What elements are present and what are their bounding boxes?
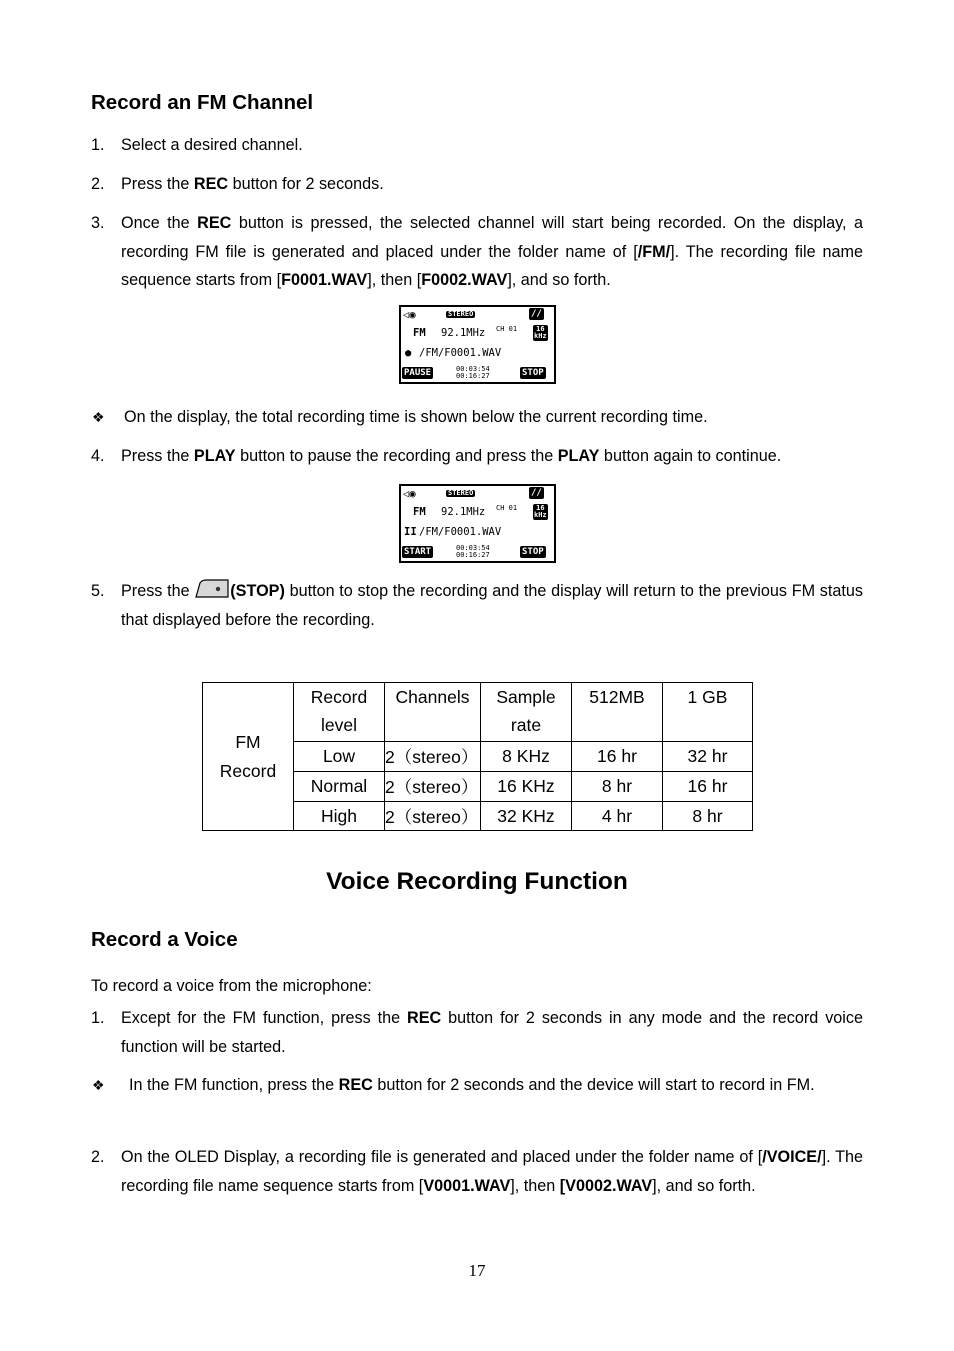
pause-soft-button: PAUSE (404, 368, 432, 378)
band-label: FM (413, 506, 426, 518)
step-text: Except for the FM function, press the REC button for 2 seconds in any mode and the record voice function will be started. (121, 1009, 863, 1056)
step-number: 1. (91, 136, 105, 154)
table-cell: 32 KHz (481, 802, 572, 831)
band-label: FM (413, 327, 426, 339)
table-cell: 2（stereo） (385, 772, 481, 802)
frequency: 92.1MHz (441, 506, 486, 518)
stereo-indicator: STEREO (448, 489, 474, 497)
header-512mb: 512MB (572, 683, 663, 742)
header-1gb: 1 GB (663, 683, 753, 742)
step-text: Press the PLAY button to pause the recording and press the PLAY button again to continue. (121, 447, 782, 465)
stop-soft-button: STOP (522, 368, 544, 378)
total-time: 00:16:27 (456, 551, 490, 559)
table-cell: 16 hr (663, 772, 753, 802)
stop-soft-button: STOP (522, 547, 544, 557)
pause-icon: II (404, 526, 417, 538)
table-cell: Low (294, 742, 385, 772)
table-cell: 4 hr (572, 802, 663, 831)
note-text: On the display, the total recording time is shown below the current recording time. (124, 408, 708, 426)
channel-number: CH 01 (496, 504, 518, 512)
current-time: 00:03:54 (456, 544, 490, 552)
step-text: Once the REC button is pressed, the selected channel will start being recorded. On the display, a recording FM file is generated and placed under the folder name of [/FM/]. The recording file name sequence starts from [F0001.WAV], then [F0002.WAV], and so forth. (121, 214, 863, 289)
step-number: 4. (91, 447, 105, 465)
lcd-screen-recording (399, 305, 556, 384)
channel-number: CH 01 (496, 325, 518, 333)
step-text: Press the (STOP) button to stop the recording and the display will return to the previous FM status that displayed before the recording. (121, 577, 863, 634)
table-cell: 16 hr (572, 742, 663, 772)
row-header-fm-record: FM Record (203, 683, 294, 831)
header-sample-rate: Sample rate (481, 683, 572, 742)
sample-rate-badge: 16 kHz (534, 325, 547, 340)
frequency: 92.1MHz (441, 327, 486, 339)
diamond-bullet-icon: ❖ (92, 1077, 105, 1093)
note-text: In the FM function, press the REC button for 2 seconds and the device will start to record in FM. (129, 1076, 815, 1094)
table-cell: Normal (294, 772, 385, 802)
file-path: /FM/F0001.WAV (419, 526, 502, 538)
section-title-record-fm: Record an FM Channel (91, 91, 314, 114)
intro-text: To record a voice from the microphone: (91, 977, 372, 995)
table-cell: High (294, 802, 385, 831)
table-cell: 2（stereo） (385, 802, 481, 831)
current-time: 00:03:54 (456, 365, 490, 373)
record-dot-icon: ● (405, 347, 412, 359)
diamond-bullet-icon: ❖ (92, 409, 105, 425)
step-number: 1. (91, 1009, 105, 1027)
step-number: 2. (91, 175, 105, 193)
table-cell: 2（stereo） (385, 742, 481, 772)
step-text: On the OLED Display, a recording file is generated and placed under the folder name of [/VOICE/]. The recording file name sequence starts from [V0001.WAV], then [V0002.WAV], and so forth. (121, 1148, 864, 1195)
table-cell: 8 hr (572, 772, 663, 802)
speaker-icon: ◁◉ (403, 309, 416, 321)
battery-icon: // (531, 309, 542, 319)
file-path: /FM/F0001.WAV (419, 347, 502, 359)
stop-button-icon (194, 579, 230, 599)
speaker-icon: ◁◉ (403, 488, 416, 500)
start-soft-button: START (404, 547, 432, 557)
header-channels: Channels (385, 683, 481, 742)
battery-icon: // (531, 488, 542, 498)
section-title-record-voice: Record a Voice (91, 928, 238, 951)
step-text: Press the REC button for 2 seconds. (121, 175, 384, 193)
table-cell: 8 KHz (481, 742, 572, 772)
lcd-screen-paused (399, 484, 556, 563)
page-number: 17 (468, 1261, 486, 1280)
table-cell: 16 KHz (481, 772, 572, 802)
step-number: 2. (91, 1148, 105, 1166)
header-record-level: Record level (294, 683, 385, 742)
step-number: 5. (91, 582, 105, 600)
total-time: 00:16:27 (456, 372, 490, 380)
fm-record-table (202, 682, 753, 831)
table-cell: 32 hr (663, 742, 753, 772)
stereo-indicator: STEREO (448, 310, 474, 318)
table-cell: 8 hr (663, 802, 753, 831)
step-text: Select a desired channel. (121, 136, 303, 154)
main-heading-voice-recording: Voice Recording Function (326, 868, 628, 895)
sample-rate-badge: 16 kHz (534, 504, 547, 519)
step-number: 3. (91, 214, 105, 232)
